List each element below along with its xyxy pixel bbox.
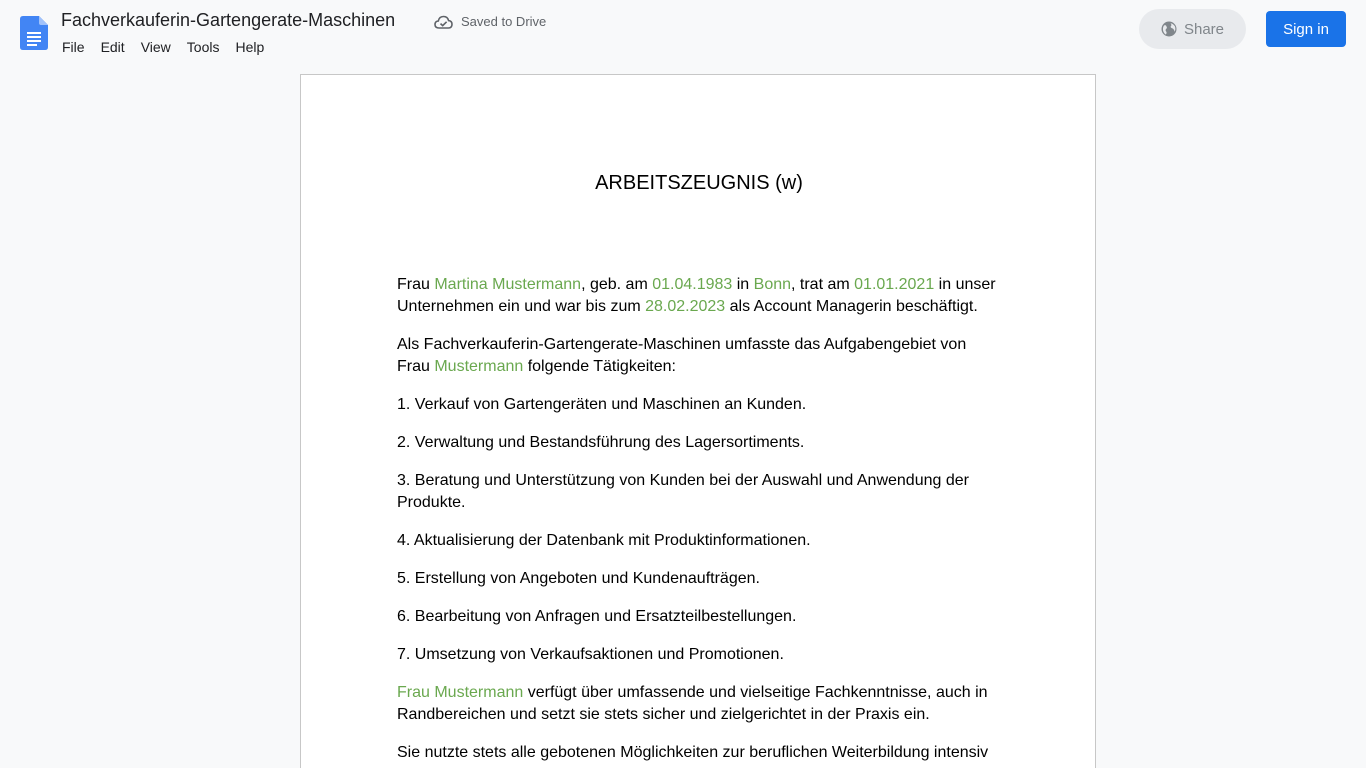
employee-name-ref: Frau Mustermann <box>397 684 524 701</box>
task-item: 7. Umsetzung von Verkaufsaktionen und Promotionen. <box>397 646 784 663</box>
paragraph-duties-intro: Als Fachverkauferin-Gartengerate-Maschinen umfasste das Aufgabengebiet von Frau Mustermann folgende Tätigkeiten: <box>397 336 967 375</box>
task-item: 6. Bearbeitung von Anfragen und Ersatzteilbestellungen. <box>397 608 797 625</box>
menu-help[interactable]: Help <box>235 39 265 55</box>
start-date: 01.01.2021 <box>854 276 935 293</box>
share-button[interactable] <box>1139 9 1246 49</box>
document-title[interactable]: Fachverkauferin-Gartengerate-Maschinen <box>61 10 396 30</box>
document-page[interactable] <box>300 74 1096 768</box>
menu-edit[interactable]: Edit <box>100 39 125 55</box>
menu-file[interactable]: File <box>62 39 85 55</box>
task-item: 3. Beratung und Unterstützung von Kunden bei der Auswahl und Anwendung der Produkte. <box>397 472 969 511</box>
google-docs-icon[interactable] <box>20 16 48 50</box>
birth-city: Bonn <box>753 276 792 293</box>
paragraph-training: Sie nutzte stets alle gebotenen Möglichkeiten zur beruflichen Weiterbildung intensiv <box>397 744 989 761</box>
task-item: 1. Verkauf von Gartengeräten und Maschinen an Kunden. <box>397 396 807 413</box>
task-item: 4. Aktualisierung der Datenbank mit Produktinformationen. <box>397 532 811 549</box>
birth-date: 01.04.1983 <box>652 276 733 293</box>
sign-in-button[interactable]: Sign in <box>1266 11 1346 47</box>
menu-bar <box>54 37 272 57</box>
globe-icon <box>1161 21 1177 37</box>
task-item: 5. Erstellung von Angeboten und Kundenaufträgen. <box>397 570 760 587</box>
save-status-label: Saved to Drive <box>461 14 547 29</box>
end-date: 28.02.2023 <box>645 298 726 315</box>
task-item: 2. Verwaltung und Bestandsführung des Lagersortiments. <box>397 434 805 451</box>
employee-name: Martina Mustermann <box>434 276 582 293</box>
menu-view[interactable]: View <box>140 39 171 55</box>
document-heading: ARBEITSZEUGNIS (w) <box>595 172 803 194</box>
save-status[interactable] <box>434 14 546 29</box>
paragraph-intro: Frau Martina Mustermann, geb. am 01.04.1983 in Bonn, trat am 01.01.2021 in unser Unternehmen ein und war bis zum 28.02.2023 als Account Managerin beschäftigt. <box>397 276 996 315</box>
paragraph-skills: Frau Mustermann verfügt über umfassende und vielseitige Fachkenntnisse, auch in Randbereichen und setzt sie stets sicher und zielgerichtet in der Praxis ein. <box>397 684 988 723</box>
menu-tools[interactable]: Tools <box>186 39 220 55</box>
share-label: Share <box>1183 20 1225 38</box>
top-bar <box>0 0 1366 64</box>
employee-surname: Mustermann <box>434 358 524 375</box>
document-body <box>397 274 1001 768</box>
cloud-saved-icon <box>434 15 453 29</box>
